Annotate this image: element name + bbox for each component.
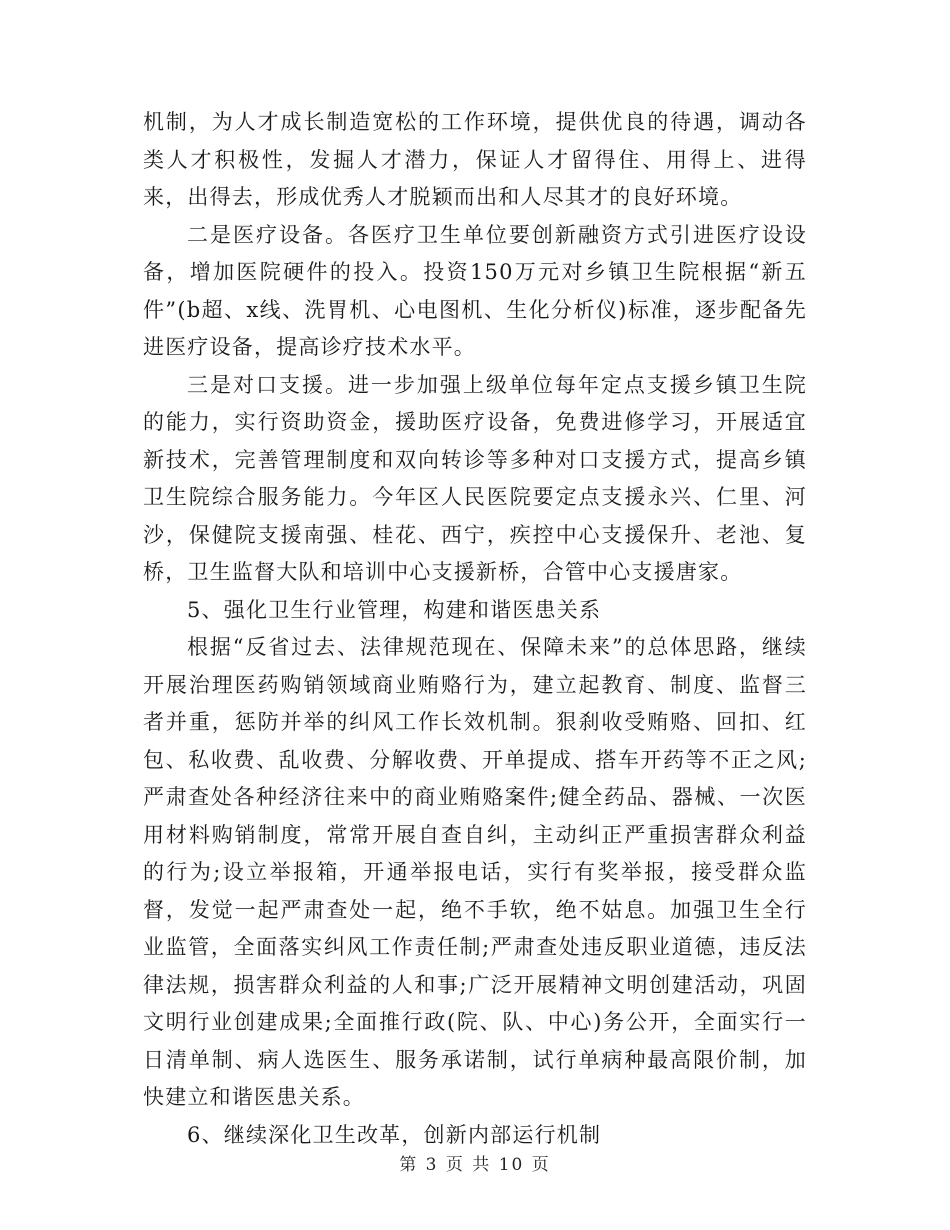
paragraph-talent-mechanism: 机制，为人才成长制造宽松的工作环境，提供优良的待遇，调动各类人才积极性，发掘人才潜力，保证人才留得住、用得上、进得来，出得去，形成优秀人才脱颖而出和人尽其才的良好环境。 bbox=[143, 110, 807, 209]
paragraph-industry-management: 根据“反省过去、法律规范现在、保障未来”的总体思路，继续开展治理医药购销领域商业贿赂行为，建立起教育、制度、监督三者并重，惩防并举的纠风工作长效机制。狠刹收受贿赂、回扣、红包、私收费、乱收费、分解收费、开单提成、搭车开药等不正之风;严肃查处各种经济往来中的商业贿赂案件;健全药品、器械、一次医用材料购销制度，常常开展自查自纠，主动纠正严重损害群众利益的行为;设立举报箱，开通举报电话，实行有奖举报，接受群众监督，发觉一起严肃查处一起，绝不手软，绝不姑息。加强卫生全行业监管，全面落实纠风工作责任制;严肃查处违反职业道德，违反法律法规，损害群众利益的人和事;广泛开展精神文明创建活动，巩固文明行业创建成果;全面推行政(院、队、中心)务公开，全面实行一日清单制、病人选医生、服务承诺制，试行单病种最高限价制，加快建立和谐医患关系。 bbox=[143, 635, 807, 1109]
section-heading-6: 6、继续深化卫生改革，创新内部运行机制 bbox=[187, 1122, 602, 1147]
section-heading-5: 5、强化卫生行业管理，构建和谐医患关系 bbox=[187, 597, 602, 622]
page-number-footer: 第 3 页 共 10 页 bbox=[399, 1155, 551, 1175]
document-body bbox=[143, 104, 807, 1154]
paragraph-counterpart-support: 三是对口支援。进一步加强上级单位每年定点支援乡镇卫生院的能力，实行资助资金，援助医疗设备，免费进修学习，开展适宜新技术，完善管理制度和双向转诊等多种对口支援方式，提高乡镇卫生院综合服务能力。今年区人民医院要定点支援永兴、仁里、河沙，保健院支援南强、桂花、西宁，疾控中心支援保升、老池、复桥，卫生监督大队和培训中心支援新桥，合管中心支援唐家。 bbox=[143, 372, 807, 584]
paragraph-medical-equipment: 二是医疗设备。各医疗卫生单位要创新融资方式引进医疗设设备，增加医院硬件的投入。投资150万元对乡镇卫生院根据“新五件”(b超、x线、洗胃机、心电图机、生化分析仪)标准，逐步配备先进医疗设备，提高诊疗技术水平。 bbox=[143, 222, 807, 359]
